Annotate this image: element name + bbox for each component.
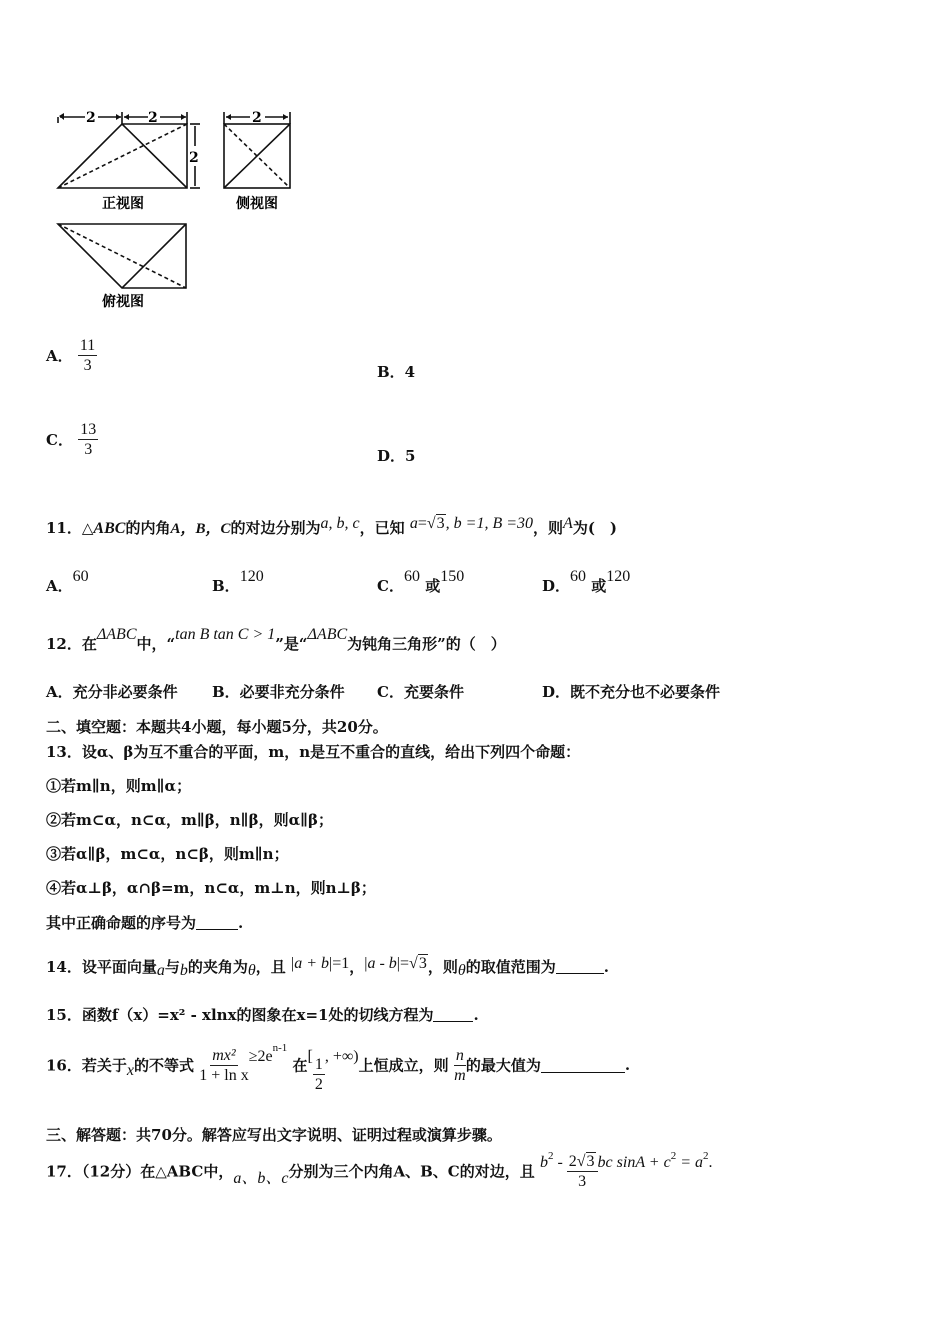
q17-coef [567,1152,598,1191]
q14-and-2: ，且 [255,958,286,976]
three-view-figure [40,100,310,315]
q16-number: 16．若关于 [46,1056,127,1075]
section-2-heading: 二、填空题：本题共4小题，每小题5分，共20分。 [46,718,388,736]
q17-stem: 17．（12分）在△ABC中，a、b、c分别为三个内角A、B、C的对边，且 $b^2$ - $\frac{2√3}{3}$ bc $\sin A + c^2 = a^2$. [46,1150,713,1190]
side-dim: 2 [252,110,262,126]
q11-var-a: A [563,515,573,532]
q11-stem [46,514,617,538]
q14-then: ，则 [427,958,458,976]
q16-rhs: ≥2e [248,1048,273,1065]
q14-abs-sum: a + b [294,955,330,972]
q10-option-c-label: C． [46,431,73,449]
q17-coef-den: 3 [578,1172,587,1190]
q15-answer-blank[interactable] [433,1007,473,1022]
q12-text-1: 中，“ [136,635,176,653]
q11-triangle: ABC [93,520,126,537]
q11-text-2: 的对边分别为 [230,519,321,537]
q10-option-d: D．5 [377,447,416,465]
q14-and: 与 [164,958,180,976]
q11-sqrt-3: 3 [436,515,445,532]
q11-option-b [212,568,264,596]
q14-abs-diff: a - b [367,955,397,972]
q16-ineq-text: 的不等式 [133,1056,194,1075]
q11-condition: a=√3, b =1, B =30 [409,515,534,532]
q17-number: 17．（12分）在△ABC中， [46,1162,234,1181]
q16-half-den: 2 [314,1076,323,1093]
q11-cond-rest: , b =1, B =30 [445,515,534,532]
q10-c-numerator: 13 [80,421,97,438]
q12-condition: tan B tan C > 1 [175,626,276,643]
q11-option-a-label: A． [46,577,73,595]
q13-proposition-4: ④若α⊥β，α∩β=m，n⊂α，m⊥n，则n⊥β； [46,879,376,897]
front-dim-left: 2 [86,110,96,126]
q11-option-a-value: 60 [72,568,89,585]
q12-triangle-2: ΔABC [307,626,348,643]
q16-holds: 上恒成立，则 [358,1056,449,1075]
q17-text: 分别为三个内角A、B、C的对边，且 [288,1162,535,1181]
q16-half [313,1055,325,1094]
q12-option-c: C．充要条件 [377,683,464,701]
q14-theta-2: θ [457,962,466,979]
q11-option-d [542,568,630,596]
q11-cond-a: a [409,515,418,532]
q14-stem: 14．设平面向量a与b的夹角为θ，且 |a + b|=1，|a - b|=√3，则θ的取值范围为 . [46,955,609,979]
q14-eq-2: = [400,955,410,972]
q11-option-c-label: C． [377,577,404,595]
top-view [58,224,186,288]
q11-option-d-value-2: 120 [606,568,631,585]
q12-option-d: D．既不充分也不必要条件 [542,683,721,701]
q16-max-text: 的最大值为 [465,1056,541,1075]
q17-sides: a、b、c [233,1170,289,1187]
q12-option-b: B．必要非充分条件 [212,683,345,701]
q17-end: . [708,1154,713,1171]
q10-c-denominator: 3 [84,441,93,458]
q12-triangle-1: ΔABC [96,626,137,643]
q10-option-a-fraction [78,336,97,375]
q10-option-b: B．4 [377,363,416,381]
q17-b: b [539,1154,548,1171]
q14-range-text: 的取值范围为 [465,958,556,976]
q11-cond-eq: = [417,515,427,532]
q10-option-c [46,420,98,459]
side-view-label: 侧视图 [236,196,278,212]
q16-stem: 16．若关于x的不等式 $\frac{\text{mx²}}{\text{1 + ln x}}$ $\ge 2e^{n-1}$ 在[ $\frac{1}{2}$ , +∞)上恒成立，则 $\frac{n}{m}$ 的最大值为 . [46,1042,631,1093]
q15-stem: 15．函数f（x）=x² - xlnx的图象在x=1处的切线方程为 . [46,1006,479,1024]
q12-text-3: 为钝角三角形”的（ ） [347,635,506,653]
section-3-heading: 三、解答题：共70分。解答应写出文字说明、证明过程或演算步骤。 [46,1126,502,1144]
q14-vector-b: b [179,962,188,979]
q16-answer-blank[interactable] [541,1058,625,1073]
q16-n: n [455,1046,464,1064]
q11-sides: a, b, c [320,515,360,532]
front-view [58,112,200,188]
q11-known: ，已知 [359,519,405,537]
q11-option-c-value-2: 150 [440,568,465,585]
q14-answer-blank[interactable] [556,959,604,974]
q10-option-a [46,336,97,375]
q10-a-numerator: 11 [79,337,96,354]
q13-question: 其中正确命题的序号为 . [46,914,244,932]
q16-exponent: n-1 [272,1042,288,1054]
q17-coef-num: 2√3 [567,1152,598,1172]
q11-then: ，则 [533,519,564,537]
q13-ask: 其中正确命题的序号为 [46,914,197,932]
q16-numerator: mx² [212,1046,236,1064]
q17-minus: - [553,1154,567,1171]
top-view-label: 俯视图 [102,294,144,310]
q16-denominator: 1 + ln x [199,1066,249,1084]
q16-half-num: 1 [314,1056,323,1073]
q17-eq: = a [676,1154,703,1171]
q17-coef-2: 2 [568,1152,577,1170]
q16-interval-right: , +∞) [324,1048,359,1065]
q11-option-d-label: D． [542,577,571,595]
front-dim-right: 2 [148,110,158,126]
q17-coef-sqrt: 3 [586,1152,595,1170]
q11-option-c-value-1: 60 [403,568,420,585]
q16-interval-left: [ [307,1048,313,1065]
q11-ask: 为( ) [572,519,618,537]
q10-option-c-fraction [78,420,98,459]
q12-stem [46,626,506,654]
q14-theta: θ [247,962,256,979]
q12-number: 12．在 [46,635,97,653]
q11-option-b-value: 120 [239,568,264,585]
q14-vector-a: a [156,962,165,979]
q13-proposition-1: ①若m∥n，则m∥α； [46,777,192,795]
q11-text-1: 的内角 [125,519,171,537]
q13-stem: 13．设α、β为互不重合的平面，m，n是互不重合的直线，给出下列四个命题： [46,743,581,761]
q16-lhs-fraction [199,1046,248,1085]
q14-sqrt-3: 3 [418,955,427,972]
q10-a-denominator: 3 [83,357,92,374]
q15-text: 15．函数f（x）=x² - xlnx的图象在x=1处的切线方程为 [46,1006,434,1024]
q16-var-x: x [126,1062,134,1079]
q14-eq-1: =1 [332,955,350,972]
q12-text-2: ”是“ [275,635,308,653]
front-view-label: 正视图 [102,196,144,212]
q11-option-a [46,568,89,596]
q11-angles: A，B，C [170,521,231,537]
q11-option-d-or: 或 [591,577,607,595]
q11-option-d-value-1: 60 [570,568,587,585]
q13-proposition-3: ③若α∥β，m⊂α，n⊂β，则m∥n； [46,845,289,863]
q16-on: 在 [292,1056,308,1075]
q16-n-over-m [454,1046,466,1085]
q13-answer-blank[interactable] [196,915,238,930]
q10-option-a-label: A． [46,347,73,365]
q17-rest: bc sinA + c [597,1154,671,1171]
q11-number: 11．△ [46,519,94,537]
q14-number: 14．设平面向量 [46,958,157,976]
q12-option-a: A．充分非必要条件 [46,683,178,701]
q16-m: m [454,1066,466,1084]
q11-option-c-or: 或 [425,577,441,595]
front-dim-height: 2 [189,150,199,166]
q14-angle-text: 的夹角为 [187,958,248,976]
q11-option-b-label: B． [212,577,240,595]
q13-proposition-2: ②若m⊂α，n⊂α，m∥β，n∥β，则α∥β； [46,811,334,829]
q11-option-c [377,568,464,596]
